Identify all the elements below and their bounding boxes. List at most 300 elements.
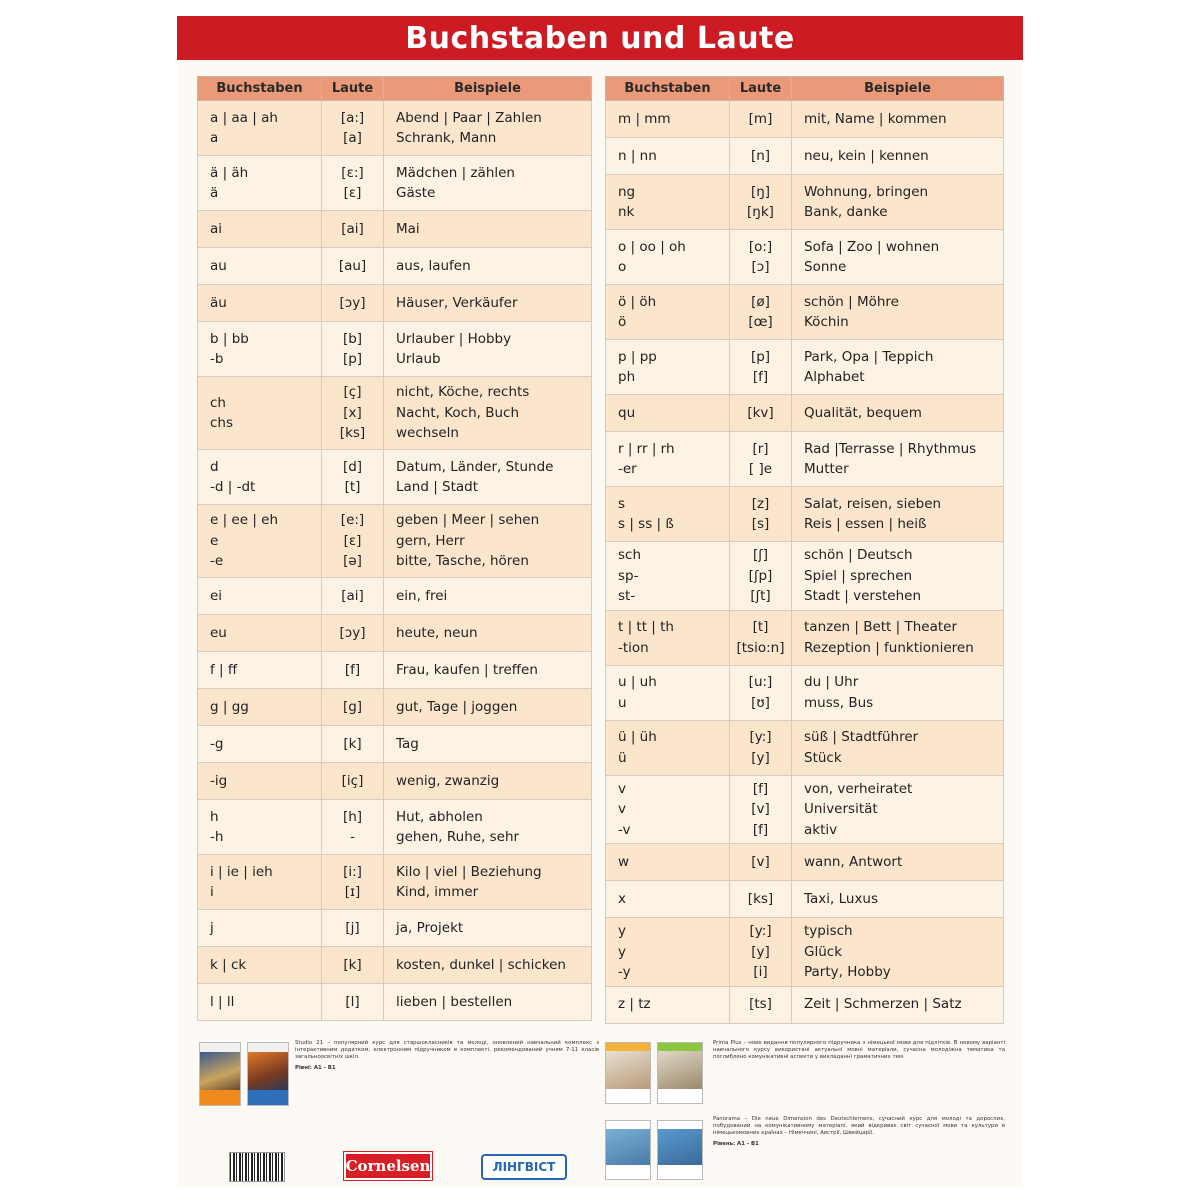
letters-line: -tion — [618, 639, 649, 656]
sounds-line: [œ] — [748, 314, 773, 330]
examples-line: Stadt | verstehen — [804, 588, 922, 604]
examples-cell — [384, 800, 592, 855]
sounds-cell — [730, 285, 792, 340]
sounds-cell — [322, 248, 384, 285]
examples-cell — [384, 450, 592, 505]
examples-line: Kind, immer — [396, 884, 479, 900]
examples-cell — [384, 910, 592, 947]
letters-cell — [198, 910, 322, 947]
letters-cell — [606, 395, 730, 432]
letters-cell — [606, 665, 730, 720]
table-row — [198, 578, 592, 615]
examples-line: Hut, abholen — [396, 808, 483, 825]
sounds-line: [k] — [343, 956, 362, 973]
letters-line: k | ck — [210, 956, 247, 973]
examples-line: gut, Tage | joggen — [396, 698, 518, 715]
letters-cell — [606, 487, 730, 542]
sounds-line: [y:] — [749, 923, 772, 939]
table-row — [606, 775, 1004, 844]
letters-cell — [606, 542, 730, 611]
table-row — [606, 395, 1004, 432]
table-row — [198, 615, 592, 652]
examples-line: aus, laufen — [396, 257, 471, 274]
letters-line: p | pp — [618, 348, 657, 365]
table-row — [198, 689, 592, 726]
sounds-line: [d] — [342, 458, 363, 475]
letters-cell — [606, 285, 730, 340]
sounds-line: [ɔy] — [339, 624, 366, 641]
examples-cell — [792, 665, 1004, 720]
letters-line: j — [210, 919, 214, 936]
examples-cell — [792, 986, 1004, 1023]
examples-cell — [792, 487, 1004, 542]
book-cover-prima-a1 — [605, 1042, 651, 1104]
letters-line: -y — [618, 964, 631, 980]
sounds-line: [r] — [752, 440, 769, 457]
sounds-line: [iç] — [341, 772, 364, 789]
examples-cell — [384, 689, 592, 726]
sounds-line: [f] — [752, 780, 769, 797]
examples-line: Rezeption | funktionieren — [804, 639, 974, 656]
examples-cell — [384, 726, 592, 763]
sounds-line: [kv] — [747, 404, 774, 421]
sounds-line: [ɪ] — [344, 884, 361, 900]
sounds-cell — [730, 175, 792, 230]
letters-line: sch — [618, 547, 642, 563]
letters-line: m | mm — [618, 110, 671, 127]
examples-cell — [384, 322, 592, 377]
sounds-cell — [322, 285, 384, 322]
letters-cell — [198, 855, 322, 910]
sounds-cell — [730, 986, 792, 1023]
sounds-line: [v] — [751, 853, 770, 870]
examples-cell — [384, 156, 592, 211]
header-sounds: Laute — [730, 77, 792, 101]
examples-line: von, verheiratet — [804, 780, 913, 797]
header-letters: Buchstaben — [198, 77, 322, 101]
sounds-cell — [730, 665, 792, 720]
letters-line: -ig — [210, 772, 228, 789]
examples-cell — [792, 720, 1004, 775]
letters-line: eu — [210, 624, 227, 641]
sounds-cell — [730, 918, 792, 987]
examples-line: du | Uhr — [804, 674, 859, 690]
sounds-cell — [322, 578, 384, 615]
letters-line: sp- — [618, 567, 639, 584]
sounds-cell — [322, 101, 384, 156]
sounds-line: [au] — [338, 257, 367, 274]
letters-cell — [198, 947, 322, 984]
table-row — [198, 101, 592, 156]
letters-cell — [198, 322, 322, 377]
table-row — [606, 432, 1004, 487]
examples-cell — [384, 248, 592, 285]
examples-line: Spiel | sprechen — [804, 567, 913, 584]
letters-cell — [606, 986, 730, 1023]
letters-cell — [606, 775, 730, 844]
letters-line: e — [210, 532, 219, 549]
sounds-line: [ai] — [341, 220, 364, 237]
sounds-line: [b] — [342, 330, 363, 347]
table-row — [606, 285, 1004, 340]
sounds-line: [ç] — [343, 384, 362, 401]
letters-line: d — [210, 458, 219, 475]
table-row — [198, 322, 592, 377]
promo-studio-text: Studio 21 – популярний курс для старшокласників та молоді, оновлений навчальний комплекс з інтерактивним додатком, електронним підручником в комплекті, рекомендований учням 7-11 класів загальноосвітніх шкіл. — [295, 1040, 599, 1061]
book-cover-prima-a2 — [657, 1042, 703, 1104]
barcode — [229, 1152, 285, 1182]
examples-line: Party, Hobby — [804, 964, 891, 980]
examples-cell — [384, 652, 592, 689]
table-row — [198, 211, 592, 248]
letters-line: -h — [210, 829, 224, 845]
poster-title: Buchstaben und Laute — [177, 16, 1023, 60]
letters-line: ö | öh — [618, 293, 657, 310]
examples-line: Köchin — [804, 314, 849, 330]
letters-cell — [606, 101, 730, 138]
promo-prima-text: Prima Plus – нове видання популярного підручника з німецької мови для підлітків. В новому варіанті навчального курсу використані актуальні мовні матеріали, сучасна молодіжна тематика та поглиблено комунікативні аспекти у викладанні граматичних тем. — [713, 1040, 1005, 1061]
letters-line: -g — [210, 735, 224, 752]
examples-cell — [792, 138, 1004, 175]
sounds-cell — [730, 101, 792, 138]
examples-cell — [384, 285, 592, 322]
examples-line: Mai — [396, 220, 420, 237]
sounds-cell — [322, 855, 384, 910]
examples-line: typisch — [804, 923, 853, 939]
promo-panorama-level: Рівень: A1 - B1 — [713, 1140, 759, 1147]
examples-cell — [792, 881, 1004, 918]
sounds-cell — [730, 138, 792, 175]
examples-line: geben | Meer | sehen — [396, 512, 540, 529]
examples-cell — [792, 101, 1004, 138]
sounds-line: [tsio:n] — [736, 639, 785, 656]
examples-line: wenig, zwanzig — [396, 772, 500, 789]
footer — [177, 1036, 1023, 1186]
sounds-line: [ʃp] — [748, 567, 773, 584]
sounds-cell — [322, 910, 384, 947]
table-row — [198, 947, 592, 984]
letters-line: h — [210, 808, 219, 825]
table-row — [198, 652, 592, 689]
letters-line: ä | äh — [210, 164, 249, 181]
poster — [177, 16, 1023, 1188]
letters-cell — [198, 285, 322, 322]
examples-cell — [792, 844, 1004, 881]
letters-cell — [606, 881, 730, 918]
table-row — [606, 844, 1004, 881]
letters-line: o — [618, 259, 627, 275]
sounds-line: [m] — [748, 110, 773, 127]
sounds-line: [v] — [751, 801, 770, 817]
letters-line: z | tz — [618, 996, 651, 1013]
letters-line: u — [618, 694, 627, 711]
letters-line: u | uh — [618, 674, 657, 690]
examples-cell — [792, 395, 1004, 432]
sounds-cell — [322, 450, 384, 505]
examples-line: wann, Antwort — [804, 853, 903, 870]
sounds-line: [ɔy] — [339, 294, 366, 311]
table-left — [197, 76, 592, 1021]
examples-line: Nacht, Koch, Buch — [396, 404, 520, 421]
examples-cell — [792, 542, 1004, 611]
letters-line: ng — [618, 183, 636, 200]
examples-line: tanzen | Bett | Theater — [804, 619, 958, 635]
sounds-cell — [730, 881, 792, 918]
letters-line: -b — [210, 351, 224, 367]
letters-line: nk — [618, 204, 635, 220]
sounds-line: [ʊ] — [751, 694, 770, 711]
sounds-cell — [322, 984, 384, 1021]
sounds-line: [y] — [751, 943, 770, 960]
letters-line: ä — [210, 185, 219, 201]
letters-line: y — [618, 923, 626, 939]
examples-line: schön | Möhre — [804, 293, 899, 310]
examples-line: Rad |Terrasse | Rhythmus — [804, 440, 977, 457]
examples-cell — [792, 175, 1004, 230]
sounds-line: [z] — [751, 495, 770, 512]
sounds-cell — [730, 230, 792, 285]
examples-line: Reis | essen | heiß — [804, 516, 927, 532]
table-row — [606, 138, 1004, 175]
examples-line: Gäste — [396, 185, 436, 201]
letters-line: f | ff — [210, 661, 238, 678]
letters-line: r | rr | rh — [618, 440, 675, 457]
examples-line: Sonne — [804, 259, 847, 275]
examples-cell — [384, 984, 592, 1021]
letters-line: qu — [618, 404, 636, 421]
sounds-line: [ɛ] — [343, 185, 362, 201]
table-row — [606, 542, 1004, 611]
sounds-line: [i:] — [343, 863, 362, 880]
sounds-cell — [322, 652, 384, 689]
table-row — [606, 720, 1004, 775]
examples-line: Mutter — [804, 461, 849, 477]
letters-line: s — [618, 495, 626, 512]
letters-line: i | ie | ieh — [210, 863, 273, 880]
sounds-cell — [730, 610, 792, 665]
examples-cell — [384, 211, 592, 248]
examples-line: neu, kein | kennen — [804, 147, 929, 164]
examples-cell — [792, 918, 1004, 987]
sounds-line: [ʃ] — [752, 547, 769, 563]
letters-line: o | oo | oh — [618, 238, 686, 255]
examples-line: schön | Deutsch — [804, 547, 913, 563]
letters-line: i — [210, 884, 214, 900]
examples-cell — [792, 230, 1004, 285]
examples-line: Zeit | Schmerzen | Satz — [804, 996, 962, 1013]
table-row — [198, 285, 592, 322]
letters-line: ö — [618, 314, 627, 330]
table-row — [606, 487, 1004, 542]
examples-line: Stück — [804, 749, 842, 766]
letters-line: -e — [210, 553, 224, 570]
letters-cell — [198, 763, 322, 800]
examples-cell — [384, 505, 592, 578]
letters-cell — [198, 211, 322, 248]
examples-line: gern, Herr — [396, 532, 465, 549]
letters-cell — [606, 340, 730, 395]
examples-line: nicht, Köche, rechts — [396, 384, 530, 401]
sounds-cell — [322, 947, 384, 984]
table-row — [606, 881, 1004, 918]
sounds-line: [l] — [345, 993, 360, 1010]
examples-line: gehen, Ruhe, sehr — [396, 829, 520, 845]
sounds-cell — [322, 800, 384, 855]
table-row — [606, 610, 1004, 665]
letters-line: ü | üh — [618, 729, 657, 745]
sounds-cell — [730, 720, 792, 775]
sounds-line: [j] — [345, 919, 360, 936]
lingvist-logo: ЛІНГВІСТ — [481, 1154, 567, 1180]
sounds-cell — [730, 542, 792, 611]
letters-cell — [606, 610, 730, 665]
sounds-line: [p] — [342, 351, 363, 367]
examples-line: wechseln — [396, 425, 459, 442]
letters-line: l | ll — [210, 993, 235, 1010]
sounds-line: [n] — [750, 147, 771, 164]
letters-line: v — [618, 780, 626, 797]
letters-cell — [606, 720, 730, 775]
letters-line: -v — [618, 821, 631, 838]
letters-line: ai — [210, 220, 223, 237]
examples-line: Land | Stadt — [396, 479, 479, 495]
table-row — [198, 248, 592, 285]
sounds-cell — [730, 487, 792, 542]
sounds-cell — [322, 322, 384, 377]
examples-line: kosten, dunkel | schicken — [396, 956, 566, 973]
table-row — [198, 910, 592, 947]
letters-line: t | tt | th — [618, 619, 674, 635]
sounds-line: [p] — [750, 348, 771, 365]
letters-line: st- — [618, 588, 636, 604]
examples-cell — [792, 340, 1004, 395]
examples-line: ja, Projekt — [396, 919, 464, 936]
table-row — [606, 101, 1004, 138]
letters-line: a — [210, 130, 219, 146]
sounds-cell — [322, 505, 384, 578]
letters-cell — [198, 377, 322, 450]
sounds-line: [a] — [343, 130, 362, 146]
letters-cell — [198, 726, 322, 763]
letters-line: ü — [618, 749, 627, 766]
examples-line: Taxi, Luxus — [804, 890, 879, 907]
examples-line: heute, neun — [396, 624, 478, 641]
letters-cell — [198, 101, 322, 156]
letters-line: chs — [210, 415, 234, 431]
sounds-cell — [322, 615, 384, 652]
book-cover-studio-a2 — [247, 1042, 289, 1106]
letters-line: w — [618, 853, 630, 870]
letters-cell — [606, 918, 730, 987]
examples-line: mit, Name | kommen — [804, 110, 947, 127]
sounds-line: [g] — [342, 698, 363, 715]
examples-line: Urlauber | Hobby — [396, 330, 512, 347]
sounds-line: [ai] — [341, 587, 364, 604]
examples-line: Mädchen | zählen — [396, 164, 515, 181]
sounds-cell — [730, 775, 792, 844]
sounds-cell — [730, 844, 792, 881]
table-row — [198, 377, 592, 450]
sounds-line: [k] — [343, 735, 362, 752]
cornelsen-logo: Cornelsen — [344, 1152, 432, 1180]
book-cover-panorama-a2 — [657, 1120, 703, 1180]
letters-line: -d | -dt — [210, 479, 256, 495]
letters-cell — [198, 615, 322, 652]
letters-cell — [198, 505, 322, 578]
table-row — [198, 450, 592, 505]
examples-line: Universität — [804, 801, 878, 817]
letters-line: s | ss | ß — [618, 516, 674, 532]
sounds-line: [y] — [751, 749, 770, 766]
sounds-cell — [322, 211, 384, 248]
examples-line: Schrank, Mann — [396, 130, 497, 146]
promo-studio-level: Рівні: A1 - B1 — [295, 1064, 336, 1071]
promo-studio — [295, 1040, 599, 1072]
sounds-cell — [322, 763, 384, 800]
examples-line: süß | Stadtführer — [804, 729, 919, 745]
examples-cell — [792, 775, 1004, 844]
sounds-line: [ɔ] — [751, 259, 770, 275]
table-row — [606, 986, 1004, 1023]
letters-cell — [198, 800, 322, 855]
sounds-cell — [730, 395, 792, 432]
examples-cell — [384, 377, 592, 450]
examples-line: lieben | bestellen — [396, 993, 513, 1010]
letters-cell — [606, 175, 730, 230]
examples-line: Alphabet — [804, 369, 865, 385]
letters-line: v — [618, 801, 626, 817]
sounds-line: [i] — [753, 964, 768, 980]
table-row — [198, 984, 592, 1021]
table-row — [606, 230, 1004, 285]
sounds-line: [ŋk] — [747, 204, 774, 220]
sounds-line: [ks] — [339, 425, 366, 442]
table-row — [606, 665, 1004, 720]
sounds-line: - — [350, 829, 355, 845]
examples-line: ein, frei — [396, 587, 448, 604]
letters-line: n | nn — [618, 147, 657, 164]
sounds-line: [h] — [342, 808, 363, 825]
letters-line: -er — [618, 461, 637, 477]
table-right — [605, 76, 1004, 1024]
letters-cell — [198, 578, 322, 615]
header-letters: Buchstaben — [606, 77, 730, 101]
examples-line: Kilo | viel | Beziehung — [396, 863, 542, 880]
examples-cell — [384, 763, 592, 800]
sounds-line: [o:] — [748, 238, 773, 255]
letters-cell — [198, 248, 322, 285]
letters-cell — [606, 432, 730, 487]
examples-line: Sofa | Zoo | wohnen — [804, 238, 940, 255]
table-row — [198, 800, 592, 855]
examples-line: Häuser, Verkäufer — [396, 294, 518, 311]
sounds-line: [ɛ] — [343, 532, 362, 549]
header-examples: Beispiele — [384, 77, 592, 101]
header-sounds: Laute — [322, 77, 384, 101]
table-row — [198, 505, 592, 578]
sounds-line: [ŋ] — [750, 183, 771, 200]
sounds-cell — [322, 156, 384, 211]
letters-line: äu — [210, 294, 227, 311]
examples-line: Abend | Paar | Zahlen — [396, 109, 542, 126]
sounds-line: [y:] — [749, 729, 772, 745]
examples-line: Urlaub — [396, 351, 441, 367]
letters-cell — [198, 156, 322, 211]
examples-line: muss, Bus — [804, 694, 874, 711]
sounds-cell — [322, 377, 384, 450]
sounds-cell — [322, 726, 384, 763]
header-examples: Beispiele — [792, 77, 1004, 101]
